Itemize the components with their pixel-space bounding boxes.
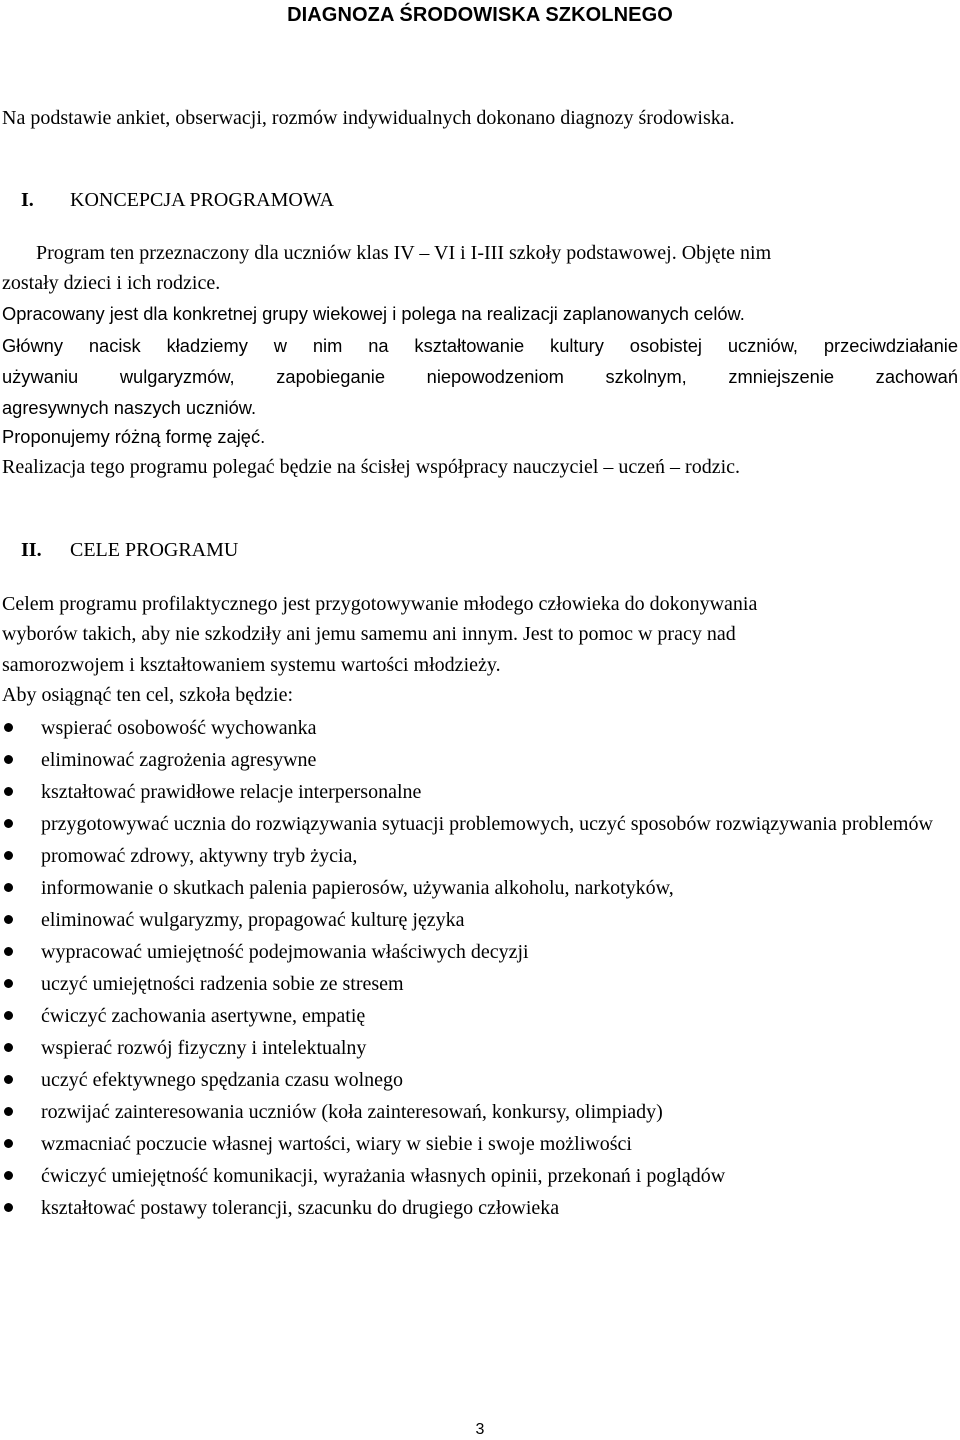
page-number: 3: [475, 1421, 485, 1438]
list-item: eliminować wulgaryzmy, propagować kulturę języka: [0, 904, 960, 936]
bullet-icon: [4, 1139, 13, 1148]
section-2-line-4: Aby osiągnąć ten cel, szkoła będzie:: [2, 684, 293, 706]
goals-list: [0, 712, 960, 1224]
section-2-line-3: samorozwojem i kształtowaniem systemu wartości młodzieży.: [2, 654, 501, 676]
list-item: uczyć umiejętności radzenia sobie ze stresem: [0, 968, 960, 1000]
section-1-number: I.: [21, 189, 34, 211]
list-item: ćwiczyć zachowania asertywne, empatię: [0, 1000, 960, 1032]
section-2-title: CELE PROGRAMU: [70, 539, 239, 561]
list-item: rozwijać zainteresowania uczniów (koła zainteresowań, konkursy, olimpiady): [0, 1096, 960, 1128]
section-1-line-1: Program ten przeznaczony dla uczniów klas IV – VI i I-III szkoły podstawowej. Objęte nim: [36, 242, 772, 264]
bullet-icon: [4, 915, 13, 924]
bullet-icon: [4, 1075, 13, 1084]
list-item: przygotowywać ucznia do rozwiązywania sytuacji problemowych, uczyć sposobów rozwiązywania problemów: [0, 808, 960, 840]
list-item: ćwiczyć umiejętność komunikacji, wyrażania własnych opinii, przekonań i poglądów: [0, 1160, 960, 1192]
bullet-icon: [4, 787, 13, 796]
bullet-icon: [4, 1043, 13, 1052]
list-item: uczyć efektywnego spędzania czasu wolnego: [0, 1064, 960, 1096]
bullet-icon: [4, 1203, 13, 1212]
section-1-line-4: Główny nacisk kładziemy w nim na kształtowanie kultury osobistej uczniów, przeciwdziałanie: [2, 335, 958, 356]
intro-paragraph: Na podstawie ankiet, obserwacji, rozmów indywidualnych dokonano diagnozy środowiska.: [2, 107, 735, 129]
section-1-line-8: Realizacja tego programu polegać będzie na ścisłej współpracy nauczyciel – uczeń – rodzic.: [2, 456, 740, 478]
bullet-icon: [4, 1171, 13, 1180]
bullet-icon: [4, 755, 13, 764]
bullet-icon: [4, 883, 13, 892]
bullet-icon: [4, 819, 13, 828]
section-1-line-2: zostały dzieci i ich rodzice.: [2, 272, 221, 294]
list-item: kształtować postawy tolerancji, szacunku do drugiego człowieka: [0, 1192, 960, 1224]
section-1-line-6: agresywnych naszych uczniów.: [2, 397, 257, 418]
bullet-icon: [4, 979, 13, 988]
section-2-line-1: Celem programu profilaktycznego jest przygotowywanie młodego człowieka do dokonywania: [2, 593, 758, 615]
list-item: informowanie o skutkach palenia papierosów, używania alkoholu, narkotyków,: [0, 872, 960, 904]
document-title: DIAGNOZA ŚRODOWISKA SZKOLNEGO: [287, 4, 673, 26]
list-item: wypracować umiejętność podejmowania właściwych decyzji: [0, 936, 960, 968]
section-1-title: KONCEPCJA PROGRAMOWA: [70, 189, 334, 211]
bullet-icon: [4, 851, 13, 860]
list-item: eliminować zagrożenia agresywne: [0, 744, 960, 776]
list-item: wspierać osobowość wychowanka: [0, 712, 960, 744]
list-item: kształtować prawidłowe relacje interpersonalne: [0, 776, 960, 808]
bullet-icon: [4, 723, 13, 732]
list-item: promować zdrowy, aktywny tryb życia,: [0, 840, 960, 872]
section-1-line-3: Opracowany jest dla konkretnej grupy wiekowej i polega na realizacji zaplanowanych celów.: [2, 303, 745, 324]
section-2-line-2: wyborów takich, aby nie szkodziły ani jemu samemu ani innym. Jest to pomoc w pracy nad: [2, 623, 736, 645]
section-2-number: II.: [21, 539, 42, 561]
bullet-icon: [4, 1011, 13, 1020]
section-1-line-7: Proponujemy różną formę zajęć.: [2, 426, 266, 447]
list-item: wzmacniać poczucie własnej wartości, wiary w siebie i swoje możliwości: [0, 1128, 960, 1160]
list-item: wspierać rozwój fizyczny i intelektualny: [0, 1032, 960, 1064]
bullet-icon: [4, 947, 13, 956]
bullet-icon: [4, 1107, 13, 1116]
section-1-line-5: używaniu wulgaryzmów, zapobieganie niepowodzeniom szkolnym, zmniejszenie zachowań: [2, 366, 958, 387]
